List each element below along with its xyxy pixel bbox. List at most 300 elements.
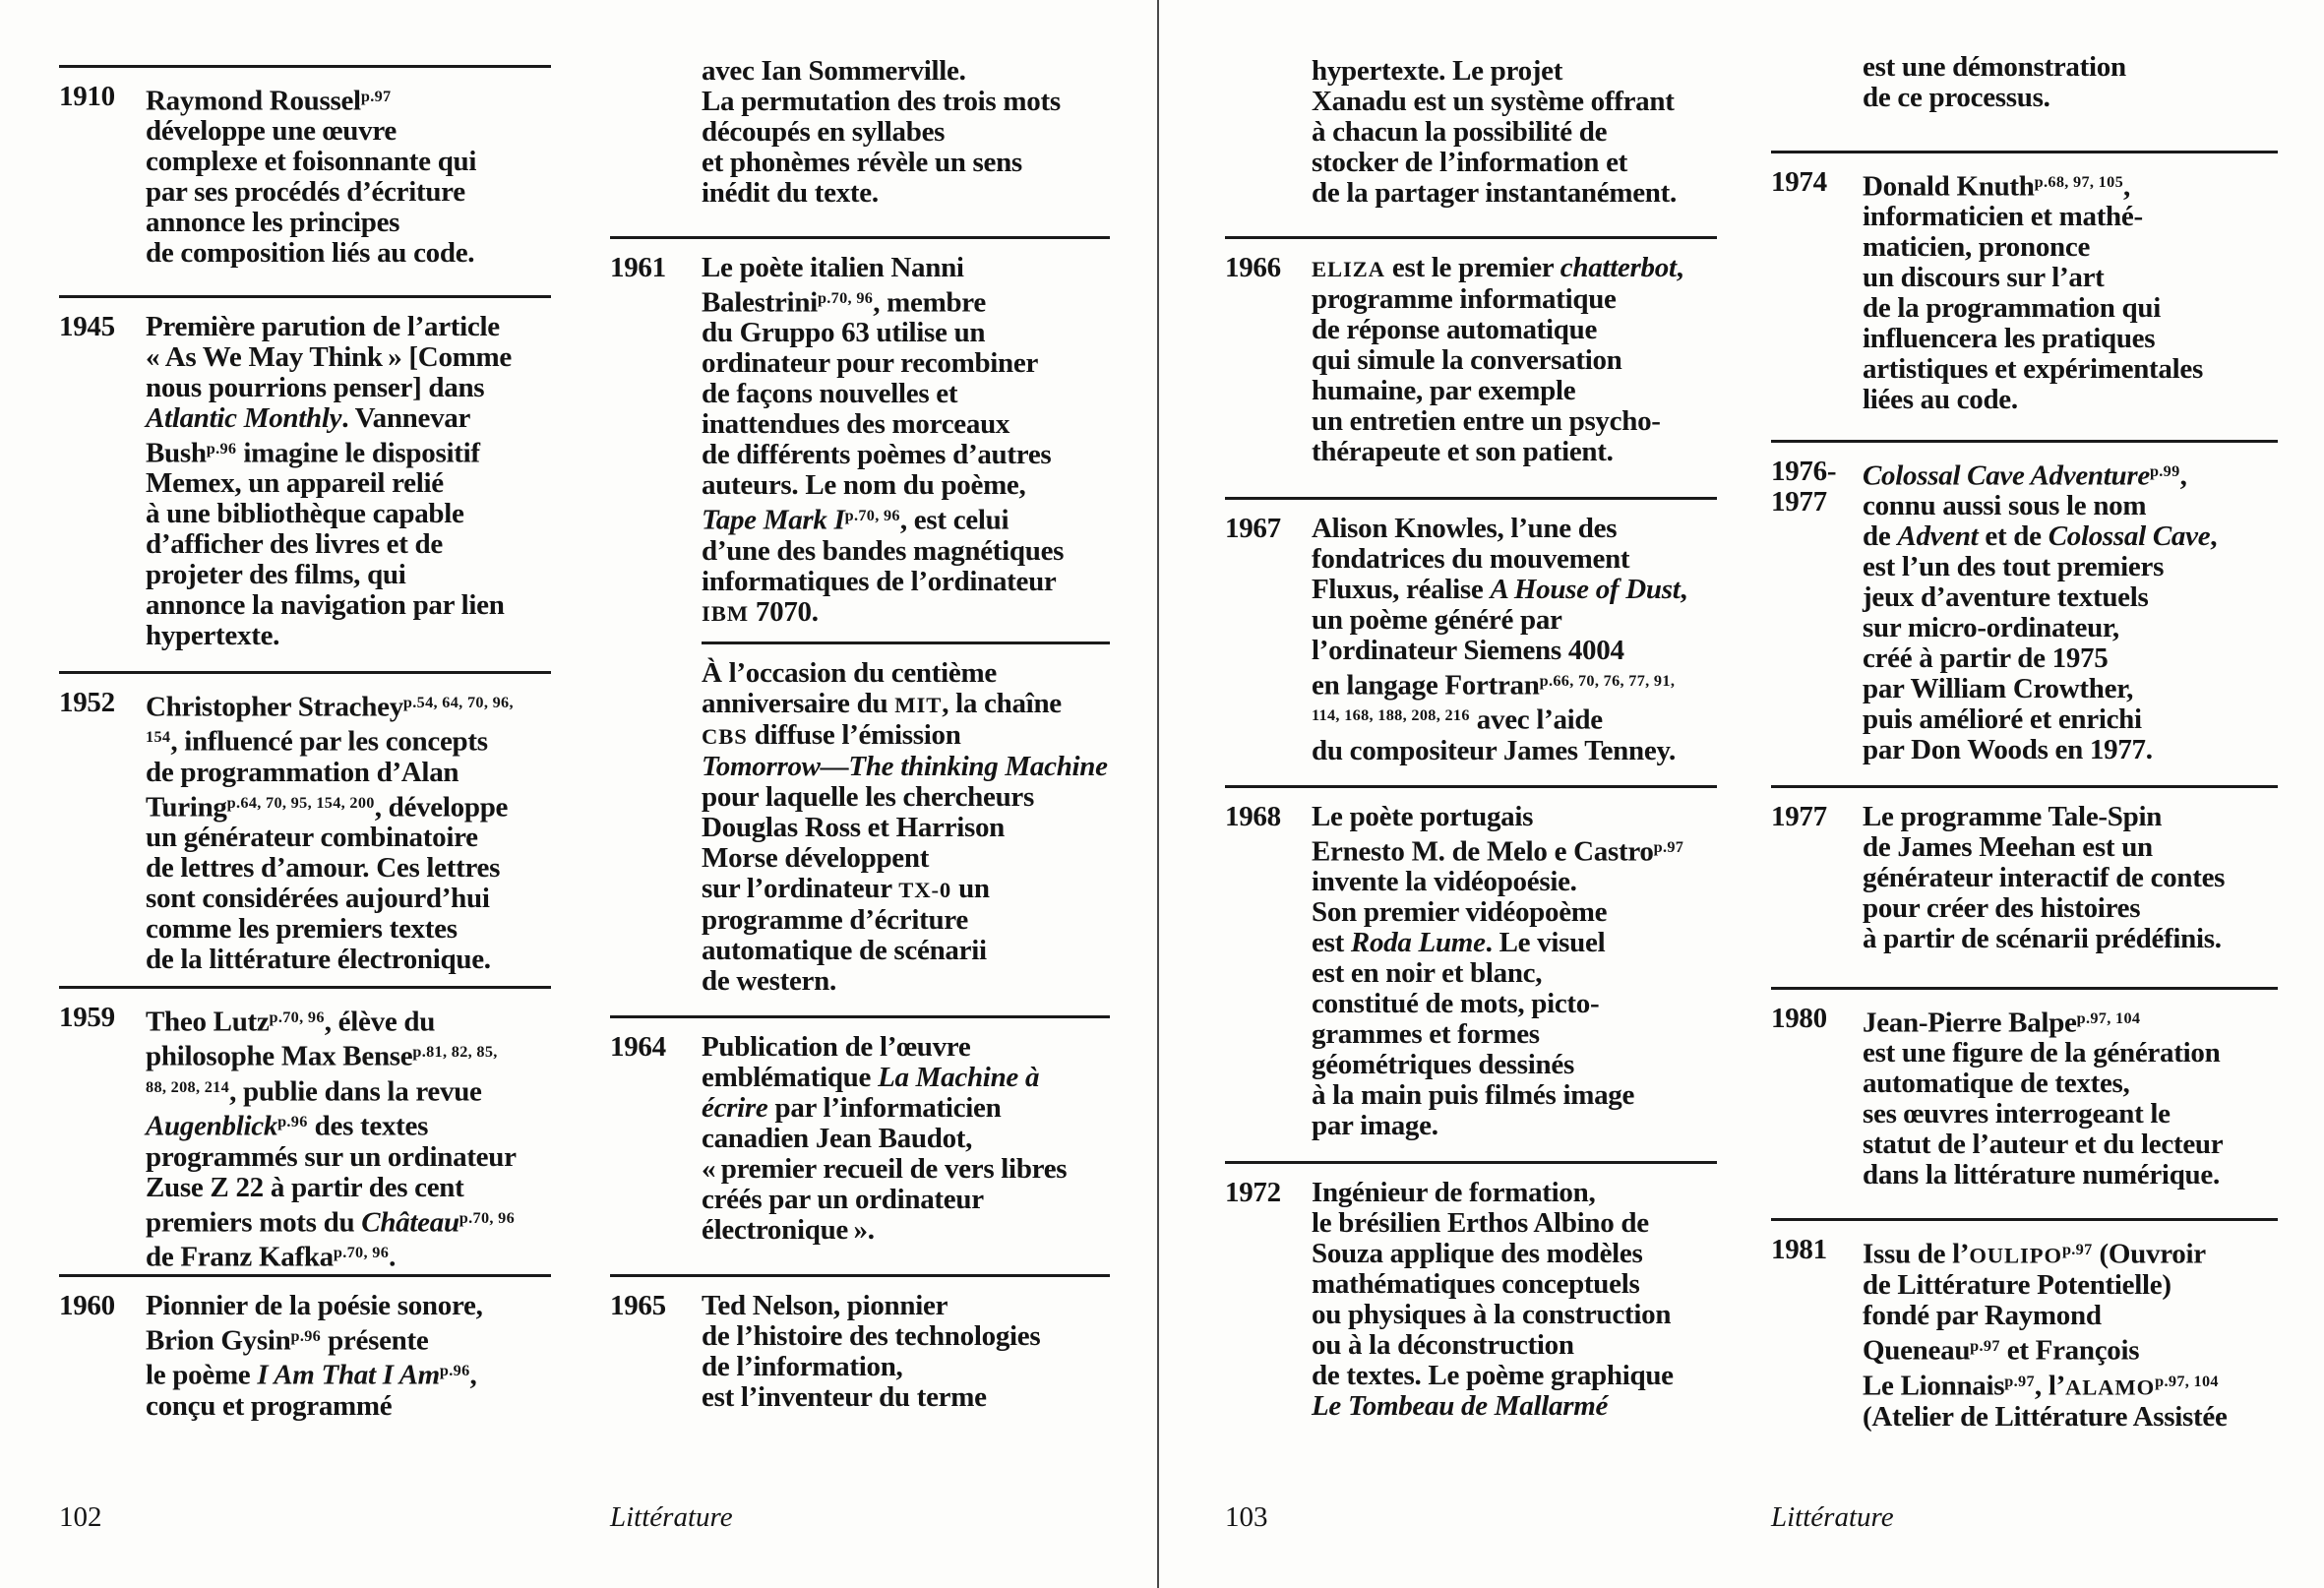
text-run: Pionnier de la poésie sonore, xyxy=(146,1290,483,1321)
entry-line xyxy=(1312,284,1717,315)
page-number-left: 102 xyxy=(59,1501,102,1533)
entry-line xyxy=(1863,521,2278,552)
entry-line xyxy=(702,966,1110,997)
entry-line xyxy=(702,1215,1110,1246)
text-run: l’ordinateur Siemens 4004 xyxy=(1312,635,1624,666)
entry-year xyxy=(610,1032,666,1063)
text-run: Balestrini xyxy=(702,286,818,319)
entry-text xyxy=(1863,987,2278,1191)
entry-line xyxy=(702,597,1110,629)
text-run: complexe et foisonnante qui xyxy=(146,146,477,178)
entry-year-line: 1967 xyxy=(1225,513,1281,544)
entry-line xyxy=(146,342,551,373)
page-divider xyxy=(1157,0,1159,1588)
entry-line xyxy=(146,1321,551,1356)
text-run: grammes et formes xyxy=(1312,1018,1540,1051)
entry-line xyxy=(1312,636,1717,666)
entry-line xyxy=(146,116,551,147)
text-run: à la main puis filmés image xyxy=(1312,1079,1635,1112)
page-reference: p.96 xyxy=(206,440,237,458)
text-run: et François xyxy=(1999,1334,2140,1367)
text-run: , élève du xyxy=(324,1006,436,1038)
entry-line xyxy=(702,440,1110,470)
entry-year-line: 1965 xyxy=(610,1290,666,1321)
text-run: Raymond Roussel xyxy=(146,85,361,117)
text-run: de l’information, xyxy=(702,1351,903,1382)
entry-rule xyxy=(1771,785,2278,788)
entry-text xyxy=(146,986,551,1273)
entry-line xyxy=(1863,1099,2278,1130)
entry-line xyxy=(146,590,551,621)
entry-line xyxy=(1863,552,2278,582)
text-run: MIT xyxy=(894,693,943,717)
text-run: Zuse Z 22 à partir des cent xyxy=(146,1171,464,1203)
text-run: avec l’aide xyxy=(1469,703,1603,736)
entry-year xyxy=(1225,1178,1281,1208)
text-run: ordinateur pour recombiner xyxy=(702,347,1039,380)
entry-year-line: 1952 xyxy=(59,687,115,718)
timeline-entry xyxy=(1771,987,2278,1191)
entry-year xyxy=(1225,802,1281,832)
entry-line xyxy=(1312,958,1717,989)
entry-line xyxy=(146,621,551,651)
text-run: Son premier vidéopoème xyxy=(1312,896,1608,929)
entry-rule xyxy=(1771,987,2278,990)
entry-line xyxy=(1312,736,1717,766)
text-run: en langage Fortran xyxy=(1312,669,1540,702)
page-reference: 154 xyxy=(146,728,171,747)
page-reference: p.97 xyxy=(1970,1337,2000,1356)
entry-line xyxy=(1863,1038,2278,1069)
entry-year xyxy=(610,253,666,283)
entry-line xyxy=(702,782,1110,813)
text-run: statut de l’auteur et du lecteur xyxy=(1863,1129,2224,1161)
text-run: à chacun la possibilité de xyxy=(1312,116,1608,148)
entry-line xyxy=(146,373,551,403)
entry-line xyxy=(702,1382,1110,1413)
entry-line xyxy=(1863,1160,2278,1191)
entry-line xyxy=(1863,324,2278,354)
text-run: fondatrices du mouvement xyxy=(1312,543,1630,575)
text-run: La permutation des trois mots xyxy=(702,86,1061,117)
text-run: « As We May Think » [Comme xyxy=(146,341,512,373)
page-reference: p.96 xyxy=(277,1113,308,1131)
entry-line xyxy=(702,253,1110,283)
text-run: . Vannevar xyxy=(341,402,471,434)
text-run: CBS xyxy=(702,724,748,749)
timeline-entry xyxy=(59,65,551,269)
entry-line xyxy=(146,403,551,434)
text-run: informaticien et mathé- xyxy=(1863,201,2143,233)
entry-text xyxy=(1863,151,2278,415)
entry-line xyxy=(702,813,1110,843)
text-run: découpés en syllabes xyxy=(702,116,946,148)
entry-text xyxy=(702,56,1110,209)
text-run: maticien, prononce xyxy=(1863,231,2091,264)
entry-line xyxy=(146,1107,551,1141)
entry-rule xyxy=(1225,236,1717,239)
text-run: , xyxy=(469,1359,477,1391)
text-run: Le poète italien Nanni xyxy=(702,252,964,283)
entry-line xyxy=(1312,117,1717,148)
text-run: liées au code. xyxy=(1863,384,2018,416)
entry-line xyxy=(702,87,1110,117)
entry-line xyxy=(1863,613,2278,643)
entry-line xyxy=(702,689,1110,720)
text-run: Memex, un appareil relié xyxy=(146,467,444,500)
text-run: A House of Dust xyxy=(1490,574,1681,605)
page-reference: p.96 xyxy=(439,1362,470,1380)
text-run: anniversaire du xyxy=(702,688,895,719)
page-reference: p.68, 97, 105 xyxy=(2034,173,2124,191)
entry-line xyxy=(146,529,551,560)
entry-line xyxy=(146,434,551,468)
entry-year-line: 1972 xyxy=(1225,1177,1281,1208)
text-run: Tomorrow—The thinking Machine xyxy=(702,751,1108,782)
entry-line xyxy=(1312,56,1717,87)
entry-line xyxy=(1863,1004,2278,1038)
entry-line xyxy=(146,1356,551,1390)
text-run: conçu et programmé xyxy=(146,1389,393,1422)
entry-line xyxy=(1312,376,1717,406)
entry-line xyxy=(1312,867,1717,897)
page-reference: p.70, 96 xyxy=(817,289,874,307)
text-run: automatique de textes, xyxy=(1863,1068,2130,1100)
entry-year xyxy=(59,1291,115,1321)
text-run: humaine, par exemple xyxy=(1312,375,1576,406)
entry-line xyxy=(1863,263,2278,293)
entry-line xyxy=(146,1238,551,1272)
text-run: auteurs. Le nom du poème, xyxy=(702,469,1026,502)
entry-line xyxy=(146,788,551,823)
entry-text xyxy=(1312,785,1717,1141)
text-run: Souza applique des modèles xyxy=(1312,1238,1643,1269)
entry-year-line: 1945 xyxy=(59,311,115,342)
text-run: Le poète portugais xyxy=(1312,801,1534,832)
entry-line xyxy=(702,752,1110,782)
text-run: , xyxy=(1680,574,1687,605)
entry-text xyxy=(1312,236,1717,467)
entry-line xyxy=(146,1291,551,1321)
page-reference: p.96 xyxy=(290,1327,322,1345)
entry-text xyxy=(702,641,1110,997)
timeline-entry xyxy=(610,56,1110,209)
entry-line xyxy=(1312,989,1717,1019)
text-run: est l’inventeur du terme xyxy=(702,1381,987,1413)
entry-text xyxy=(1863,1218,2278,1433)
timeline-entry xyxy=(1771,1218,2278,1433)
entry-rule xyxy=(1225,1161,1717,1164)
text-run: , publie dans la revue xyxy=(229,1075,482,1108)
entry-line xyxy=(702,148,1110,178)
text-run: de textes. Le poème graphique xyxy=(1312,1360,1674,1391)
text-run: d’une des bandes magnétiques xyxy=(702,534,1065,567)
timeline-entry xyxy=(1771,785,2278,954)
page-reference: p.97 xyxy=(1653,838,1684,856)
entry-rule xyxy=(610,1274,1110,1277)
entry-line xyxy=(702,348,1110,379)
text-run: fondé par Raymond xyxy=(1863,1300,2102,1332)
timeline-column-1 xyxy=(59,0,551,1588)
text-run: , xyxy=(1676,252,1683,283)
entry-line xyxy=(1312,928,1717,958)
entry-line xyxy=(1312,1361,1717,1391)
entry-text xyxy=(146,1274,551,1422)
entry-line xyxy=(702,720,1110,752)
entry-line xyxy=(702,536,1110,567)
timeline-column-2 xyxy=(610,0,1110,1588)
text-run: du Gruppo 63 utilise un xyxy=(702,317,986,349)
text-run: sur l’ordinateur xyxy=(702,873,899,904)
entry-line xyxy=(702,1063,1110,1093)
text-run: À l’occasion du centième xyxy=(702,657,997,689)
text-run: Ted Nelson, pionnier xyxy=(702,1290,948,1321)
entry-text xyxy=(1863,440,2278,765)
entry-year-line: 1981 xyxy=(1771,1234,1827,1265)
text-run: La Machine à xyxy=(878,1062,1040,1093)
page-reference: p.66, 70, 76, 77, 91, xyxy=(1539,672,1676,690)
entry-year-line: 1961 xyxy=(610,252,666,283)
text-run: Queneau xyxy=(1863,1334,1971,1367)
entry-line xyxy=(1863,863,2278,893)
text-run: à une bibliothèque capable xyxy=(146,498,464,530)
text-run: diffuse l’émission xyxy=(747,719,961,751)
entry-year xyxy=(1771,457,1836,518)
entry-line xyxy=(1863,582,2278,613)
text-run: Fluxus, réalise xyxy=(1312,574,1491,605)
text-run: Atlantic Monthly xyxy=(146,402,342,434)
entry-line xyxy=(702,178,1110,209)
running-title-right: Littérature xyxy=(1771,1501,1894,1533)
timeline-column-4 xyxy=(1771,0,2278,1588)
text-run: un générateur combinatoire xyxy=(146,822,478,854)
text-run: premiers mots du xyxy=(146,1206,362,1239)
entry-line xyxy=(1312,514,1717,544)
entry-line xyxy=(1312,897,1717,928)
entry-line xyxy=(1312,666,1717,701)
entry-line xyxy=(1312,575,1717,605)
entry-line xyxy=(146,1037,551,1071)
text-run: sont considérées aujourd’hui xyxy=(146,883,490,915)
text-run: de programmation d’Alan xyxy=(146,756,459,788)
entry-line xyxy=(1863,924,2278,954)
text-run: présente xyxy=(321,1324,429,1357)
text-run: de différents poèmes d’autres xyxy=(702,439,1052,471)
entry-line xyxy=(146,1391,551,1422)
page-reference: p.70, 96 xyxy=(459,1208,516,1227)
entry-line xyxy=(702,1124,1110,1154)
entry-line xyxy=(146,177,551,208)
text-run: Donald Knuth xyxy=(1863,170,2035,203)
text-run: . Le visuel xyxy=(1485,927,1606,959)
text-run: , l’ xyxy=(2034,1370,2065,1402)
entry-year xyxy=(59,1003,115,1033)
text-run: chatterbot xyxy=(1560,252,1677,283)
text-run: Publication de l’œuvre xyxy=(702,1031,971,1063)
text-run: philosophe Max Bense xyxy=(146,1040,413,1072)
entry-line xyxy=(1312,1391,1717,1422)
entry-line xyxy=(1863,802,2278,832)
text-run: Ingénieur de formation, xyxy=(1312,1177,1596,1208)
entry-line xyxy=(146,82,551,116)
page-reference: p.81, 82, 85, xyxy=(412,1043,498,1062)
text-run: est le premier xyxy=(1384,252,1560,283)
entry-line xyxy=(1863,457,2278,491)
text-run: Alison Knowles, l’une des xyxy=(1312,513,1618,544)
entry-year-line: 1977 xyxy=(1771,801,1827,832)
entry-year-line: 1910 xyxy=(59,81,115,112)
entry-year-line: 1980 xyxy=(1771,1003,1827,1034)
entry-rule xyxy=(59,986,551,989)
text-run: Morse développent xyxy=(702,842,930,874)
entry-line xyxy=(146,722,551,757)
entry-text xyxy=(146,671,551,975)
entry-line xyxy=(1863,52,2278,83)
text-run: Première parution de l’article xyxy=(146,311,500,342)
text-run: Le Lionnais xyxy=(1863,1370,2005,1402)
entry-line xyxy=(1863,1130,2278,1160)
entry-year-line: 1968 xyxy=(1225,801,1281,832)
text-run: par image. xyxy=(1312,1110,1438,1142)
entry-line xyxy=(146,468,551,499)
text-run: et phonèmes révèle un sens xyxy=(702,147,1022,178)
timeline-entry xyxy=(610,1274,1110,1413)
entry-year xyxy=(59,82,115,112)
text-run: le poème xyxy=(146,1359,258,1391)
entry-line xyxy=(702,1032,1110,1063)
entry-line xyxy=(702,117,1110,148)
entry-line xyxy=(702,1154,1110,1185)
text-run: avec Ian Sommerville. xyxy=(702,55,966,87)
text-run: qui simule la conversation xyxy=(1312,344,1622,376)
entry-line xyxy=(146,147,551,177)
entry-line xyxy=(1863,1270,2278,1301)
entry-line xyxy=(1863,83,2278,113)
text-run: Le programme Tale-Spin xyxy=(1863,801,2163,832)
text-run: générateur interactif de contes xyxy=(1863,862,2226,893)
text-run: constitué de mots, picto- xyxy=(1312,988,1600,1020)
text-run: inattendues des morceaux xyxy=(702,408,1010,441)
text-run: emblématique xyxy=(702,1062,879,1093)
text-run: de façons nouvelles et xyxy=(702,378,958,410)
text-run: un discours sur l’art xyxy=(1863,262,2105,294)
entry-line xyxy=(702,658,1110,689)
entry-year-line: 1959 xyxy=(59,1002,115,1033)
timeline-entry xyxy=(1225,236,1717,467)
entry-rule xyxy=(59,671,551,674)
entry-year-line: 1960 xyxy=(59,1290,115,1321)
entry-rule xyxy=(1771,151,2278,153)
text-run: Augenblick xyxy=(146,1110,278,1142)
timeline-entry xyxy=(610,641,1110,997)
entry-line xyxy=(1312,1269,1717,1300)
text-run: ELIZA xyxy=(1312,257,1385,281)
entry-line xyxy=(146,853,551,884)
entry-year xyxy=(1771,1004,1827,1034)
entry-line xyxy=(146,560,551,590)
entry-line xyxy=(1863,202,2278,232)
entry-line xyxy=(146,238,551,269)
entry-line xyxy=(146,914,551,945)
text-run: (Atelier de Littérature Assistée xyxy=(1863,1401,2228,1434)
text-run: de la partager instantanément. xyxy=(1312,177,1677,209)
entry-line xyxy=(702,283,1110,318)
page-reference: p.99 xyxy=(2149,462,2180,480)
text-run: de composition liés au code. xyxy=(146,237,475,270)
entry-year xyxy=(1225,253,1281,283)
text-run: Colossal Cave Adventure xyxy=(1863,459,2150,492)
entry-text xyxy=(1863,785,2278,954)
text-run: , membre xyxy=(873,286,986,319)
entry-year-line: 1976- xyxy=(1771,456,1837,487)
entry-line xyxy=(146,1173,551,1203)
entry-line xyxy=(702,567,1110,597)
entry-text xyxy=(1312,56,1717,209)
entry-rule xyxy=(610,236,1110,239)
text-run: de lettres d’amour. Ces lettres xyxy=(146,852,501,885)
text-run: à partir de scénarii prédéfinis. xyxy=(1863,923,2222,954)
page-reference: p.70, 96 xyxy=(844,507,900,525)
entry-line xyxy=(146,1203,551,1238)
entry-line xyxy=(146,1072,551,1107)
text-run: programme informatique xyxy=(1312,283,1617,315)
text-run: est une démonstration xyxy=(1863,51,2126,83)
text-run: ou à la déconstruction xyxy=(1312,1329,1574,1361)
entry-line xyxy=(1312,1080,1717,1111)
text-run: de l’histoire des technologies xyxy=(702,1320,1041,1352)
entry-line xyxy=(1863,704,2278,735)
entry-text xyxy=(702,236,1110,629)
entry-line xyxy=(1312,1239,1717,1269)
entry-line xyxy=(1863,167,2278,202)
entry-line xyxy=(702,379,1110,409)
entry-line xyxy=(1863,735,2278,765)
text-run: , est celui xyxy=(899,504,1009,536)
entry-text xyxy=(1312,1161,1717,1422)
entry-line xyxy=(1863,385,2278,415)
text-run: « premier recueil de vers libres xyxy=(702,1153,1068,1185)
entry-rule xyxy=(702,641,1110,644)
entry-line xyxy=(1863,1367,2278,1402)
text-run: imagine le dispositif xyxy=(236,437,480,469)
text-run: le brésilien Erthos Albino de xyxy=(1312,1207,1649,1239)
entry-line xyxy=(702,318,1110,348)
timeline-column-3 xyxy=(1225,0,1717,1588)
text-run: programmés sur un ordinateur xyxy=(146,1140,517,1173)
text-run: Douglas Ross et Harrison xyxy=(702,812,1006,843)
timeline-entry xyxy=(59,671,551,975)
text-run: programme d’écriture xyxy=(702,904,968,936)
entry-year-line: 1977 xyxy=(1771,486,1827,518)
text-run: dans la littérature numérique. xyxy=(1863,1159,2220,1191)
text-run: Ernesto M. de Melo e Castro xyxy=(1312,835,1654,868)
text-run: Advent xyxy=(1897,520,1979,553)
entry-line xyxy=(1863,1402,2278,1433)
timeline-entry xyxy=(59,1274,551,1422)
entry-line xyxy=(702,1291,1110,1321)
timeline-entry xyxy=(1771,440,2278,765)
entry-line xyxy=(702,905,1110,936)
text-run: Jean-Pierre Balpe xyxy=(1863,1007,2077,1039)
entry-rule xyxy=(610,1015,1110,1018)
text-run: géométriques dessinés xyxy=(1312,1049,1574,1081)
text-run: puis amélioré et enrichi xyxy=(1863,703,2142,736)
text-run: Theo Lutz xyxy=(146,1006,270,1038)
entry-line xyxy=(1863,832,2278,863)
entry-line xyxy=(702,501,1110,535)
text-run: de western. xyxy=(702,965,836,997)
entry-line xyxy=(1312,1208,1717,1239)
